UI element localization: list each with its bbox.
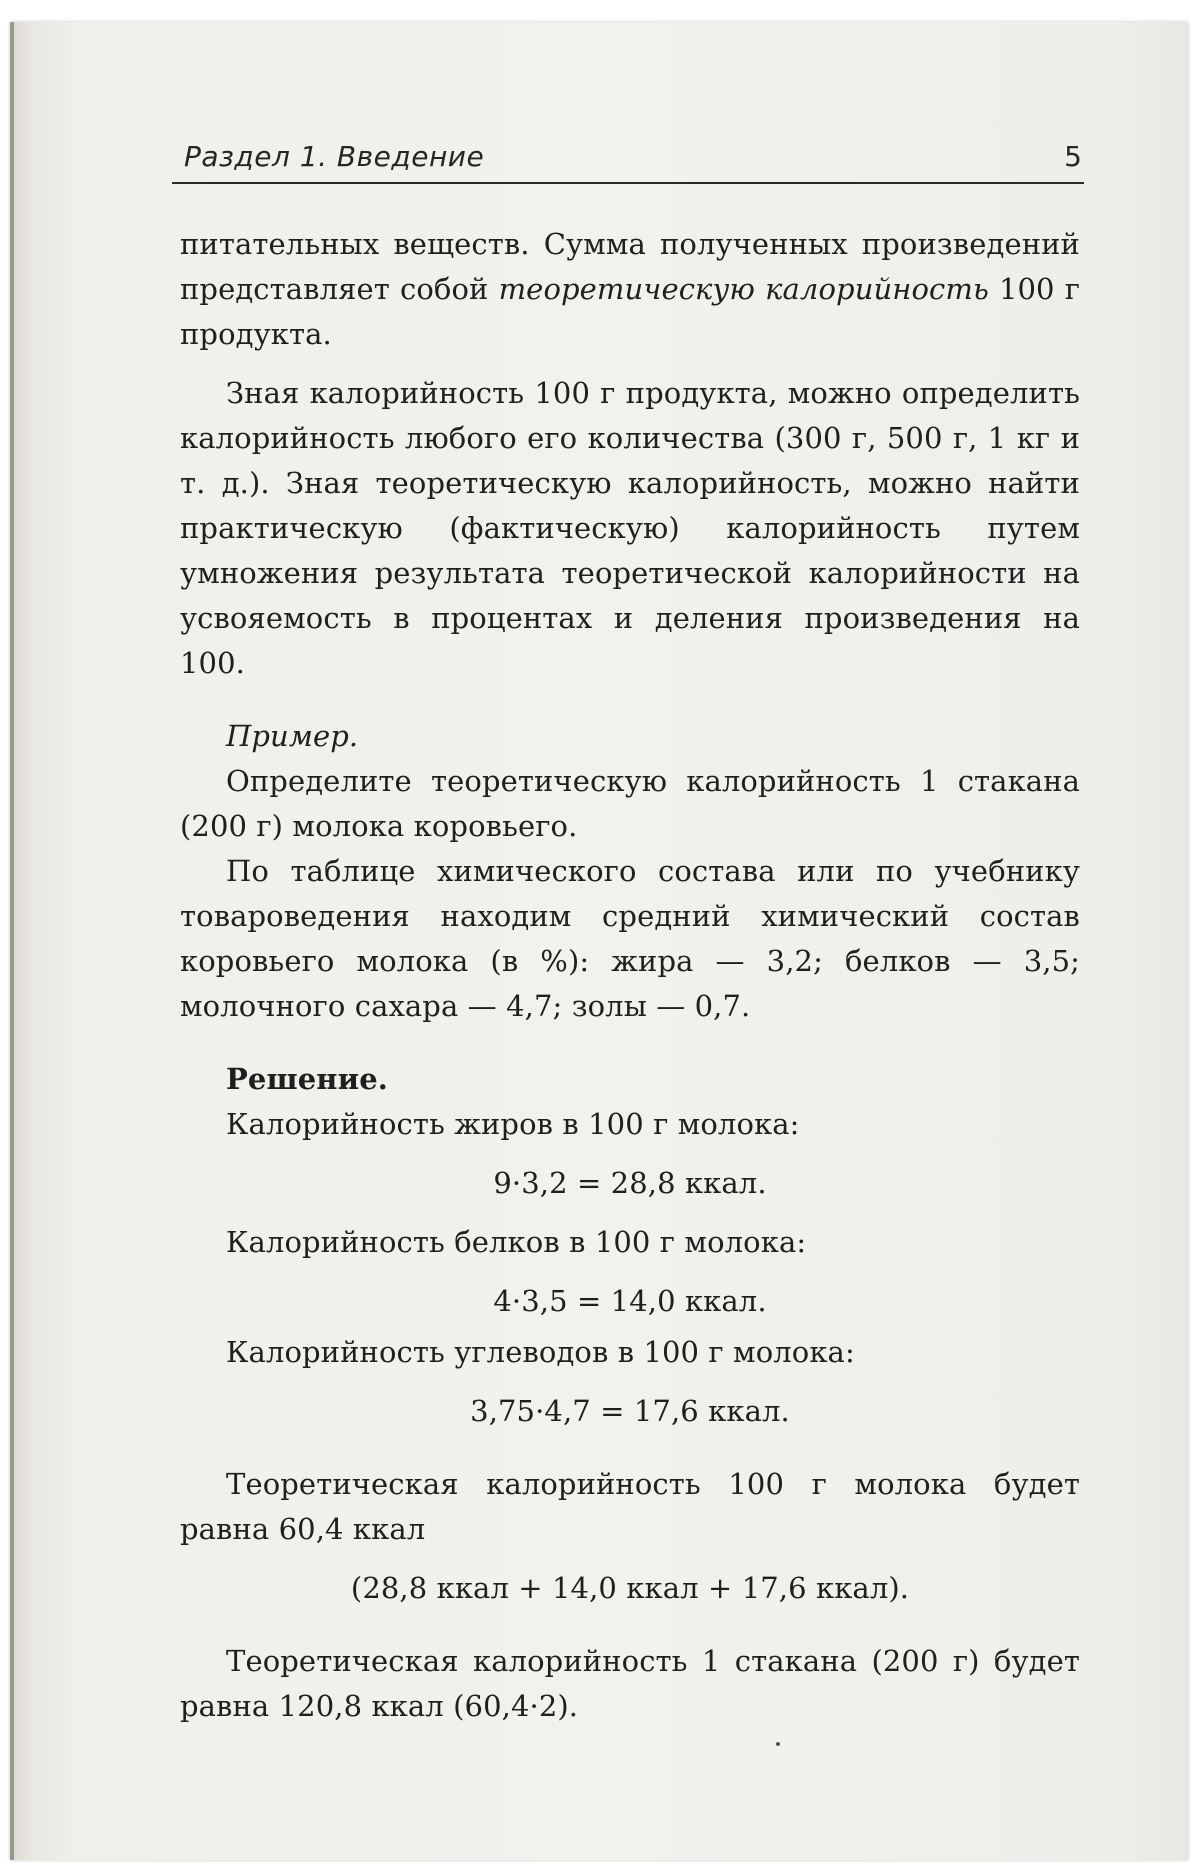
paragraph-calorie-method: Зная калорийность 100 г продукта, можно определить калорийность любого его количества (300 г, 500 г, 1 кг и т. д.). Зная теоретическую калорийность, можно найти практическую (фактическую) калорийность путем умножения результата теоретической калорийности на усвояемость в процентах и деления произведения на 100.: [180, 376, 1080, 680]
protein-formula: 4·3,5 = 14,0 ккал.: [493, 1284, 767, 1318]
paragraph-text: 100 г продукта.: [180, 272, 1080, 351]
carb-calorie-line: Калорийность углеводов в 100 г молока:: [226, 1335, 855, 1369]
glass-calorie-line: Теоретическая калорийность 1 стакана (200 г) будет равна 120,8 ккал (60,4·2).: [180, 1644, 1080, 1723]
book-page: [10, 22, 1188, 1860]
carb-formula: 3,75·4,7 = 17,6 ккал.: [470, 1394, 790, 1428]
page-number: 5: [1064, 140, 1082, 173]
paragraph-continuation: [180, 222, 1080, 357]
example-composition: По таблице химического состава или по учебнику товароведения находим средний химический состав коровьего молока (в %): жира — 3,2; белков — 3,5; молочного сахара — 4,7; золы — 0,7.: [180, 854, 1080, 1023]
paper-speck: [776, 1742, 780, 1746]
running-head: Раздел 1. Введение: [184, 140, 485, 173]
paragraph-text: питательных веществ. Сумма полученных произведений представляет собой: [180, 227, 1080, 306]
solution-label: Решение.: [226, 1062, 388, 1096]
fat-calorie-line: Калорийность жиров в 100 г молока:: [226, 1107, 800, 1141]
example-label: Пример.: [226, 719, 359, 753]
fat-formula: 9·3,2 = 28,8 ккал.: [493, 1166, 767, 1200]
page-header: [172, 134, 1084, 184]
example-task: Определите теоретическую калорийность 1 стакана (200 г) молока коровьего.: [180, 764, 1080, 843]
protein-calorie-line: Калорийность белков в 100 г молока:: [226, 1225, 807, 1259]
page-body: [180, 222, 1080, 1729]
total-calorie-line: Теоретическая калорийность 100 г молока будет равна 60,4 ккал: [180, 1467, 1080, 1546]
page-edge: [10, 22, 14, 1860]
term-emphasis: теоретическую калорийность: [498, 272, 989, 306]
total-formula: (28,8 ккал + 14,0 ккал + 17,6 ккал).: [350, 1571, 910, 1605]
